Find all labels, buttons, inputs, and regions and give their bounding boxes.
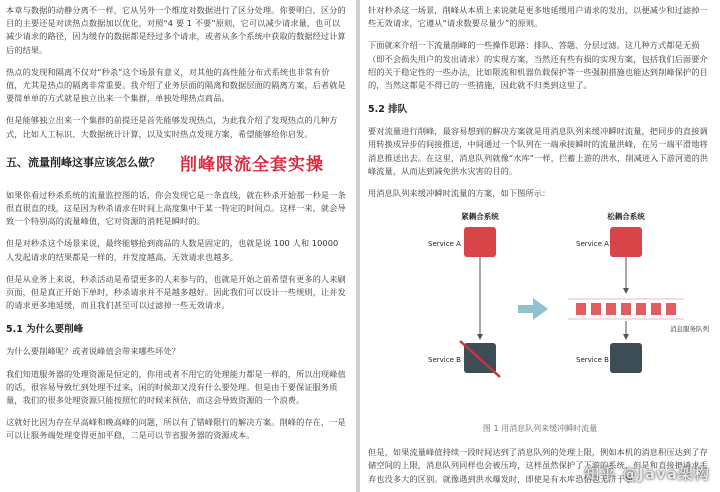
service-b-box [610,343,642,373]
paragraph: 但是，如果流量峰值持续一段时间达到了消息队列的处理上限，例如本机的消息积压达到了存储空间的上限，消息队列同样也会被压垮，这样虽然保护了下游的系统，但是和直接把请求丢弃也没多大的区别。就像遇到洪水爆发时，即使是有水库恐怕也无济于事。 [368,447,708,484]
paragraph: 下面就来介绍一下流量削峰的一些操作思路：排队、答题、分层过滤。这几种方式都是无损（即不会损失用户的发出请求）的实现方案，当然还有些有损的实现方案，包括我们后面要介绍的关于稳定性的一些办法，比如限流和机器负载保护等一些强制措施也能达到削峰保护的目的，当然这都是不得已的一些措施，因此就不归类到这里了。 [368,40,708,91]
subsection-title: 5.2 排队 [368,104,408,116]
queue-label: 消息服务队列 [670,325,709,334]
watermark: 知乎 @Java架构 [584,465,710,483]
service-a-box [464,227,496,257]
service-a-label: Service A [428,240,461,249]
service-b-label: Service B [576,356,609,365]
queue-item [651,303,661,315]
paragraph: 但是从业务上来说，秒杀活动是希望更多的人来参与的，也就是开始之前希望有更多的人来刷页面，但是真正开始下单时，秒杀请求并不是越多越好。因此我们可以设计一些规则，让并发的请求更多地延缓，而且我们甚至可以过滤掉一些无效请求。 [6,273,346,311]
queue-diagram [368,209,712,417]
service-b-label: Service B [428,356,461,365]
queue-item [576,303,586,315]
queue-diagram-svg [368,209,712,417]
paragraph: 如果你看过秒杀系统的流量监控图的话，你会发现它是一条直线，就在秒杀开始那一秒是一条很直很直的线，这是因为秒杀请求在时间上高度集中于某一特定的时间点。这样一来，就会导致一个特别高的流量峰值，它对资源的消耗是瞬时的。 [6,189,346,227]
queue-item [636,303,646,315]
paragraph: 针对秒杀这一场景，削峰从本质上来说就是更多地延缓用户请求的发出，以便减少和过滤掉一些无效请求，它遵从“请求数要尽量少”的原则。 [368,5,708,29]
coupled-title: 紧耦合系统 [461,212,499,222]
left-page [0,0,356,492]
paragraph: 这就好比因为存在早高峰和晚高峰的问题，所以有了错峰限行的解决方案。削峰的存在，一是可以让服务端处理变得更加平稳，二是可以节省服务器的资源成本。 [6,417,346,441]
paragraph: 我们知道服务器的处理资源是恒定的，你用或者不用它的处理能力都是一样的，所以出现峰值的话，很容易导致忙到处理不过来，闲的时候却又没有什么要处理。但是由于要保证服务质量，我们的很多处理资源只能按照忙的时候来预估，而这会导致资源的一个浪费。 [6,368,346,406]
paragraph: 本章与数据的动静分离不一样，它从另外一个维度对数据进行了区分处理。你要明白，区分的目的主要还是对读热点数据加以优化，对照“4 要 1 不要”原则，它可以减少请求量，也可以减少请求的路径，因为缓存的数据都是经过多个请求，或者从多个系统中获取的数据经过计算后的结果。 [6,5,346,55]
service-a-box [610,227,642,257]
transition-arrow-icon [518,298,548,320]
section-title: 五、流量削峰这事应该怎么做？ [6,156,160,170]
figure-caption: 图 1 用消息队列来缓冲瞬时流量 [482,424,598,434]
queue-item [621,303,631,315]
queue-item [591,303,601,315]
section-heading-row [6,150,346,175]
paragraph: 热点的发现和隔离不仅对“秒杀”这个场景有意义，对其他的高性能分布式系统也非常有价值，尤其是热点的隔离非常重要。我介绍了业务层面的隔离和数据层面的隔离方案，后者就是要简单单的方式就是独立出来一个集群，单独处理热点商品。 [6,66,346,104]
paragraph: 要对流量进行削峰，最容易想到的解决方案就是用消息队列来缓冲瞬时流量，把同步的直接调用转换成异步的间接推送，中间通过一个队列在一端承接瞬时的流量洪峰，在另一端平滑地将消息推送出去。在这里，消息队列就像“水库”一样，拦蓄上游的洪水，削减进入下游河道的洪峰流量，从而达到减免洪水灾害的目的。 [368,126,709,176]
queue-item [606,303,616,315]
queue-item [666,303,676,315]
loose-title: 松耦合系统 [607,212,645,222]
subsection-title: 5.1 为什么要削峰 [6,324,84,336]
paragraph: 用消息队列来缓冲瞬时流量的方案，如下图所示： [368,188,551,199]
paragraph: 为什么要削峰呢？或者说峰值会带来哪些坏处？ [6,346,181,357]
service-a-label: Service A [576,240,609,249]
paragraph: 但是能够独立出来一个集群的前提还是首先能够发现热点，为此我介绍了发现热点的几种方式，比如人工标识、大数据统计计算，以及实时热点发现方案，希望能够给你启发。 [6,115,338,139]
paragraph: 但是对秒杀这个场景来说，最终能够抢到商品的人数是固定的，也就是说 100 人和 10000 人发起请求的结果都是一样的，并发度越高，无效请求也越多。 [6,238,339,262]
red-overlay-title: 削峰限流全套实操 [180,154,324,175]
right-page [360,0,720,492]
